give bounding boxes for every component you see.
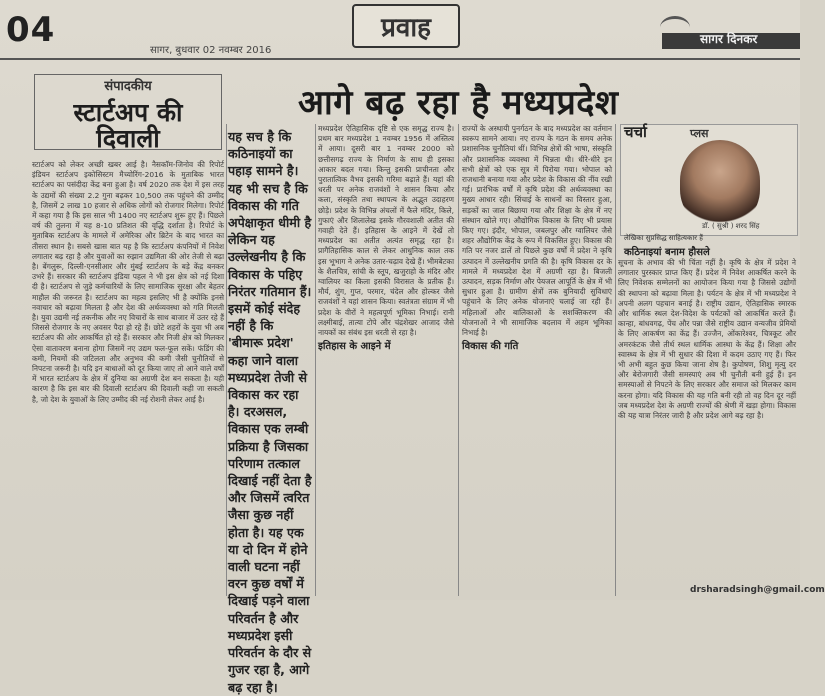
article-column-1-text: मध्यप्रदेश ऐतिहासिक दृष्टि से एक समृद्ध राज्य है। प्रथम बार मध्यप्रदेश 1 नवम्बर 1956 में अस्तित्व में आया। दूसरी बार 1 नवम्बर 2000 को छत्तीसगढ़ राज्य के निर्माण के साथ ही इसका आकार बदल गया। किन्तु इसकी प्राचीनता और पुरातात्विक वैभव इसकी गरिमा बढ़ाते हैं। यहां की धरती पर अनेक राजवंशों ने शासन किया और कला, संस्कृति तथा स्थापत्य के अद्भुत उदाहरण छोड़े। प्रदेश के विभिन्न अंचलों में फैले मंदिर, किले, गुफाएं और शिलालेख इसके गौरवशाली अतीत की गवाही देते हैं। इतिहास के आइने में देखें तो मध्यप्रदेश का अतीत अत्यंत समृद्ध रहा है। प्रागैतिहासिक काल से लेकर आधुनिक काल तक इस भूभाग ने अनेक उतार-चढ़ाव देखे हैं। भीमबेटका के शैलचित्र, सांची के स्तूप, खजुराहो के मंदिर और ग्वालियर का किला इसकी विरासत के प्रतीक हैं। मौर्य, शुंग, गुप्त, परमार, चंदेल और होल्कर जैसे राजवंशों ने यहां शासन किया। स्वतंत्रता संग्राम में भी प्रदेश के वीरों ने महत्वपूर्ण भूमिका निभाई। रानी लक्ष्मीबाई, तात्या टोपे और चंद्रशेखर आजाद जैसे नायकों का संबंध इस धरती से रहा है।	[318, 124, 454, 338]
author-caption: लेखिका सुप्रसिद्ध साहित्यकार हैं	[624, 234, 703, 242]
column-divider	[615, 124, 616, 596]
sidebar-heading: कठिनाइयां बनाम हौसले	[624, 247, 710, 258]
main-headline: आगे बढ़ रहा है मध्यप्रदेश	[298, 83, 619, 123]
editorial-body: स्टार्टअप को लेकर अच्छी खबर आई है। नैसकॉम-जिनोव की रिपोर्ट इंडियन स्टार्टअप इकोसिस्टम मैच्योरिंग-2016 के मुताबिक भारत स्टार्टअप का पसंदीदा केंद्र बना हुआ है। वर्ष 2020 तक देश में इस तरह के उद्यमों की संख्या 2.2 गुना बढ़कर 10,500 तक पहुंचने की उम्मीद है, जिसमें 2 लाख 10 हजार से अधिक लोगों को रोजगार मिलेगा। रिपोर्ट में कहा गया है कि इस साल भी 1400 नए स्टार्टअप शुरू हुए हैं। पिछले वर्ष की तुलना में यह 8-10 प्रतिशत की वृद्धि दर्शाता है। रिपोर्ट के मुताबिक स्टार्टअप के मामले में अमेरिका और ब्रिटेन के बाद भारत का तीसरा स्थान है। सबसे खास बात यह है कि स्टार्टअप कंपनियों में निवेश लगातार बढ़ रहा है और युवाओं का रुझान उद्यमिता की ओर तेजी से बढ़ा है। बेंगलुरू, दिल्ली-एनसीआर और मुंबई स्टार्टअप के बड़े केंद्र बनकर उभरे हैं। सरकार की स्टार्टअप इंडिया पहल ने भी इस क्षेत्र को नई दिशा दी है। स्टार्टअप से जुड़े कर्मचारियों के लिए सामाजिक सुरक्षा और बेहतर माहौल की जरूरत है। स्टार्टअप का महत्व इसलिए भी है क्योंकि इनसे नवाचार को बढ़ावा मिलता है और देश की अर्थव्यवस्था को गति मिलती है। युवा उद्यमी नई तकनीक और नए विचारों के साथ बाजार में उतर रहे हैं जिससे रोजगार के नए अवसर पैदा हो रहे हैं। छोटे शहरों के युवा भी अब स्टार्टअप की ओर आकर्षित हो रहे हैं। सरकार और निजी क्षेत्र को मिलकर ऐसा वातावरण बनाना होगा जिसमें नए उद्यम फल-फूल सकें। फंडिंग की कमी, नियमों की जटिलता और अनुभव की कमी जैसी चुनौतियों से निपटना जरूरी है। यदि इन बाधाओं को दूर किया जाए तो आने वाले वर्षों में भारत स्टार्टअप के क्षेत्र में दुनिया का अग्रणी देश बन सकता है। यही कारण है कि इस बार की दिवाली स्टार्टअप की दिवाली कही जा सकती है, जो देश के युवाओं के लिए उम्मीद की नई रोशनी लेकर आई है।	[32, 160, 224, 404]
column-divider	[315, 124, 316, 596]
pull-quote: यह सच है कि कठिनाइयों का पहाड़ सामने है। यह भी सच है कि विकास की गति अपेक्षाकृत धीमी है लेकिन यह उल्लेखनीय है कि विकास के पहिए निरंतर गतिमान हैं। इसमें कोई संदेह नहीं है कि 'बीमारू प्रदेश' कहा जाने वाला मध्यप्रदेश तेजी से विकास कर रहा है। दरअसल, विकास एक लम्बी प्रक्रिया है जिसका परिणाम तत्काल दिखाई नहीं देता है और जिसमें त्वरित जैसा कुछ नहीं होता है। यह एक या दो दिन में होने वाली घटना नहीं वरन कुछ वर्षों में दिखाई पड़ने वाला परिवर्तन है और मध्यप्रदेश इसी परिवर्तन के दौर से गुजर रहा है, आगे बढ़ रहा है।	[228, 129, 312, 695]
article-column-2	[462, 124, 612, 596]
charcha-label: चर्चा	[624, 123, 647, 141]
plus-label: प्लस	[690, 127, 709, 140]
date-line: सागर, बुधवार 02 नवम्बर 2016	[150, 45, 272, 56]
header-rule	[0, 58, 800, 60]
section-masthead: प्रवाह	[381, 13, 431, 43]
editorial-label: संपादकीय	[104, 79, 152, 94]
author-byline: डॉ. ( सुश्री ) शरद सिंह	[702, 222, 760, 230]
article-column-1	[318, 124, 454, 596]
sidebar-body: सूचना के अभाव की भी चिंता नहीं है। कृषि के क्षेत्र में प्रदेश ने लगातार पुरस्कार प्राप्त किए हैं। प्रदेश में निवेश आकर्षित करने के लिए निवेशक सम्मेलनों का आयोजन किया गया है जिससे उद्योगों की स्थापना को बढ़ावा मिला है। पर्यटन के क्षेत्र में भी मध्यप्रदेश ने अपनी अलग पहचान बनाई है। राष्ट्रीय उद्यान, ऐतिहासिक स्मारक और धार्मिक स्थल देश-विदेश के पर्यटकों को आकर्षित करते हैं। कान्हा, बांधवगढ़, पेंच और पन्ना जैसे राष्ट्रीय उद्यान वन्यजीव प्रेमियों के लिए आकर्षण का केंद्र हैं। उज्जैन, ओंकारेश्वर, चित्रकूट और अमरकंटक जैसे तीर्थ स्थल धार्मिक आस्था के केंद्र हैं। शिक्षा और स्वास्थ्य के क्षेत्र में भी सुधार की दिशा में कदम उठाए गए हैं। फिर भी अभी बहुत कुछ किया जाना शेष है। कुपोषण, शिशु मृत्यु दर और बेरोजगारी जैसी समस्याएं अब भी चुनौती बनी हुई हैं। इन समस्याओं से निपटने के लिए सरकार और समाज को मिलकर काम करना होगा। यदि विकास की यह गति बनी रही तो वह दिन दूर नहीं जब मध्यप्रदेश देश के अग्रणी राज्यों की श्रेणी में खड़ा होगा। विकास की यह यात्रा निरंतर जारी है और प्रदेश आगे बढ़ रहा है।	[618, 258, 796, 421]
subhead-history: इतिहास के आइने में	[318, 341, 391, 353]
author-photo	[680, 140, 760, 230]
author-email: drsharadsingh@gmail.com	[690, 585, 825, 595]
article-column-2-text: राज्यों के अस्थायी पुनर्गठन के बाद मध्यप्रदेश का वर्तमान स्वरूप सामने आया। नए राज्य के गठन के समय अनेक प्रशासनिक चुनौतियां थीं। विभिन्न क्षेत्रों की भाषा, संस्कृति और प्रशासनिक व्यवस्था में भिन्नता थी। धीरे-धीरे इन सभी क्षेत्रों को एक सूत्र में पिरोया गया। भोपाल को राजधानी बनाया गया और प्रदेश के विकास की नींव रखी गई। प्रारंभिक वर्षों में कृषि प्रदेश की अर्थव्यवस्था का मुख्य आधार रही। सिंचाई के साधनों का विस्तार हुआ, सड़कों का जाल बिछाया गया और शिक्षा के क्षेत्र में नए संस्थान खोले गए। औद्योगिक विकास के लिए भी प्रयास किए गए। इंदौर, भोपाल, जबलपुर और ग्वालियर जैसे शहर औद्योगिक केंद्र के रूप में विकसित हुए। विकास की गति पर नजर डालें तो पिछले कुछ वर्षों में प्रदेश ने कृषि उत्पादन में उल्लेखनीय प्रगति की है। कृषि विकास दर के मामले में मध्यप्रदेश देश में अग्रणी रहा है। बिजली उत्पादन, सड़क निर्माण और पेयजल आपूर्ति के क्षेत्र में भी सुधार हुआ है। ग्रामीण क्षेत्रों तक बुनियादी सुविधाएं पहुंचाने के लिए अनेक योजनाएं चलाई जा रही हैं। महिलाओं और बालिकाओं के सशक्तिकरण की योजनाओं ने भी सामाजिक बदलाव में अहम भूमिका निभाई है।	[462, 124, 612, 338]
column-divider	[226, 124, 227, 596]
masthead-box	[352, 4, 460, 48]
editorial-title: स्टार्टअप की दिवाली	[73, 98, 183, 153]
page-number: 04	[6, 10, 56, 50]
subhead-progress: विकास की गति	[462, 341, 519, 353]
brand-name: सागर दिनकर	[700, 32, 758, 46]
column-divider	[458, 124, 459, 596]
